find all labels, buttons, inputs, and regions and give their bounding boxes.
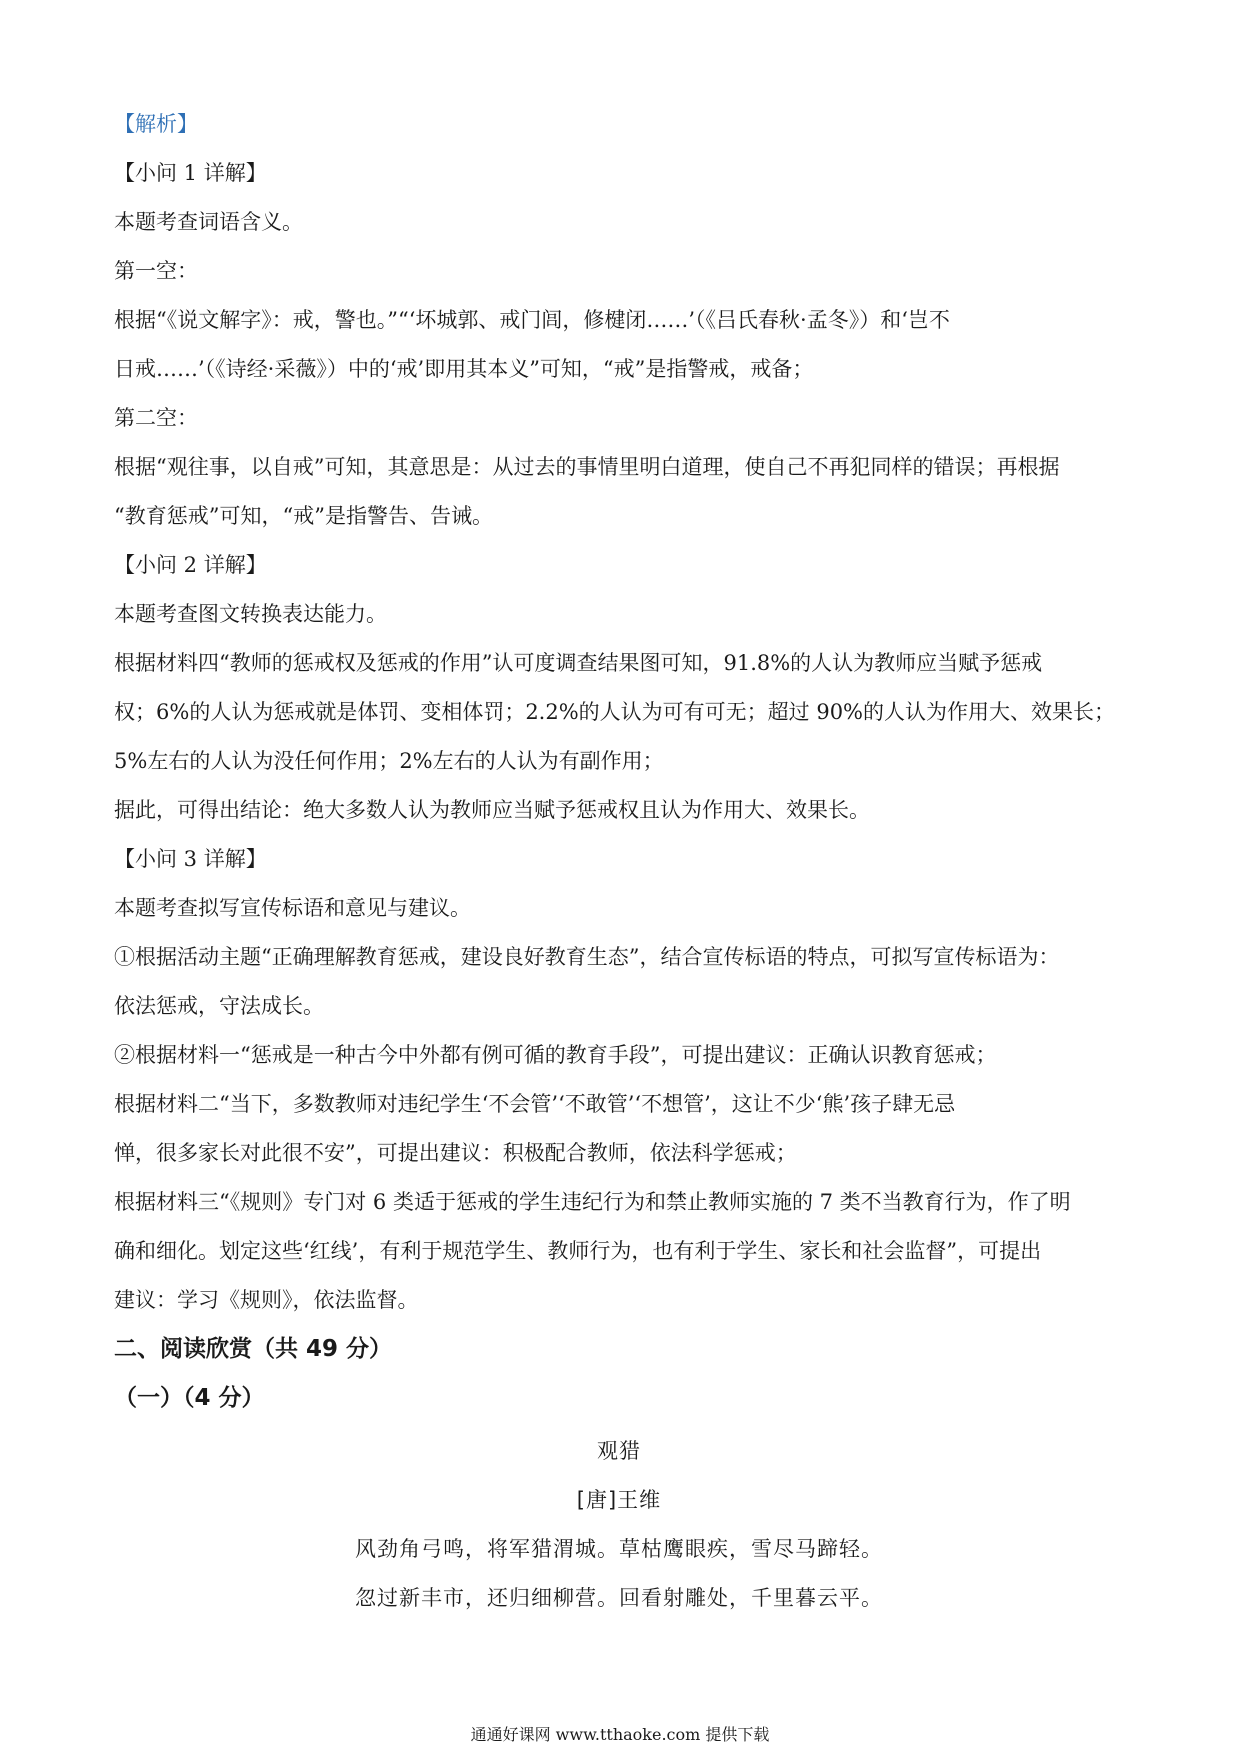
poem-author: [唐]王维 — [576, 1488, 662, 1512]
q3-line: 根据材料二“当下，多数教师对违纪学生‘不会管’‘不敢管’‘不想管’，这让不少‘熊’孩子肆无忌 — [114, 1092, 956, 1116]
q3-line: 惮，很多家长对此很不安”，可提出建议：积极配合教师，依法科学惩戒； — [114, 1141, 797, 1165]
q3-topic: 本题考查拟写宣传标语和意见与建议。 — [114, 896, 471, 920]
q1-blank2-label: 第二空： — [114, 406, 198, 430]
poem-line: 风劲角弓鸣，将军猎渭城。草枯鹰眼疾，雪尽马蹄轻。 — [355, 1537, 883, 1561]
q1-blank1-label: 第一空： — [114, 259, 198, 283]
q3-line: 根据材料三“《规则》专门对 6 类适于惩戒的学生违纪行为和禁止教师实施的 7 类不当教育行为，作了明 — [114, 1190, 1071, 1214]
q2-topic: 本题考查图文转换表达能力。 — [114, 602, 387, 626]
q2-line: 权；6%的人认为惩戒就是体罚、变相体罚；2.2%的人认为可有可无；超过 90%的人认为作用大、效果长； — [114, 700, 1116, 724]
q1-blank1-line: 日戒……’（《诗经·采薇》）中的‘戒’即用其本义”可知，“戒”是指警戒，戒备； — [114, 357, 814, 381]
q2-title: 【小问 2 详解】 — [114, 553, 267, 577]
q2-line: 据此，可得出结论：绝大多数人认为教师应当赋予惩戒权且认为作用大、效果长。 — [114, 798, 870, 822]
q1-blank1-line: 根据“《说文解字》：戒，警也。”“‘坏城郭、戒门闾，修楗闭……’（《吕氏春秋·孟冬》）和‘岂不 — [114, 308, 950, 332]
q2-line: 根据材料四“教师的惩戒权及惩戒的作用”认可度调查结果图可知，91.8%的人认为教师应当赋予惩戒 — [114, 651, 1043, 675]
analysis-label: 【解析】 — [114, 112, 198, 136]
poem-line: 忽过新丰市，还归细柳营。回看射雕处，千里暮云平。 — [355, 1586, 883, 1610]
q1-blank2-line: 根据“观往事，以自戒”可知，其意思是：从过去的事情里明白道理，使自己不再犯同样的错误；再根据 — [114, 455, 1060, 479]
q3-line: 依法惩戒，守法成长。 — [114, 994, 324, 1018]
footer-credit: 通通好课网 www.tthaoke.com 提供下载 — [470, 1725, 770, 1744]
q3-title: 【小问 3 详解】 — [114, 847, 267, 871]
section-heading: 二、阅读欣赏（共 49 分） — [114, 1336, 393, 1362]
q1-topic: 本题考查词语含义。 — [114, 210, 303, 234]
q2-line: 5%左右的人认为没任何作用；2%左右的人认为有副作用； — [114, 749, 664, 773]
subsection-heading: （一）（4 分） — [114, 1385, 265, 1411]
q3-line: ②根据材料一“惩戒是一种古今中外都有例可循的教育手段”，可提出建议：正确认识教育惩戒； — [114, 1043, 997, 1067]
q1-blank2-line: “教育惩戒”可知，“戒”是指警告、告诫。 — [114, 504, 493, 528]
poem-title: 观猎 — [597, 1439, 641, 1463]
q3-line: 确和细化。划定这些‘红线’，有利于规范学生、教师行为，也有利于学生、家长和社会监督”，可提出 — [114, 1239, 1042, 1263]
document-body — [114, 100, 1124, 1623]
q1-title: 【小问 1 详解】 — [114, 161, 267, 185]
q3-line: 建议：学习《规则》，依法监督。 — [114, 1288, 419, 1312]
q3-line: ①根据活动主题“正确理解教育惩戒，建设良好教育生态”，结合宣传标语的特点，可拟写宣传标语为： — [114, 945, 1060, 969]
